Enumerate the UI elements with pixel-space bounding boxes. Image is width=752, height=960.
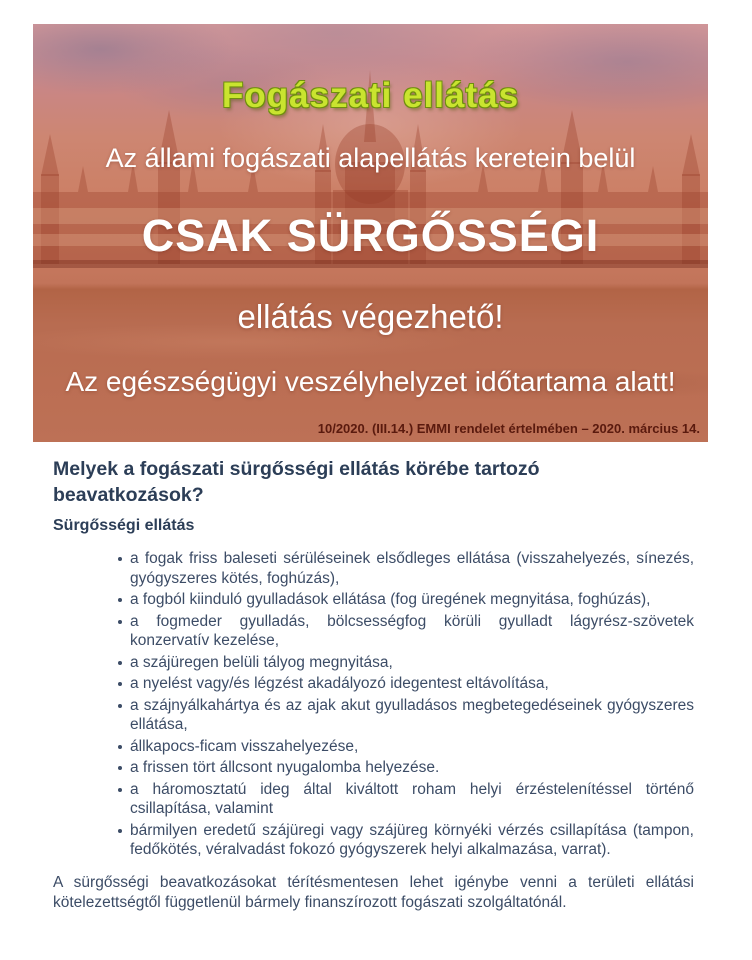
banner-subtitle: Az állami fogászati alapellátás keretein belül (105, 143, 636, 173)
list-item-text: bármilyen eredetű szájüregi vagy szájüreg környéki vérzés csillapítása (tampon, fedőkötés, véralvadást fokozó gyógyszerek helyi alkalmazása, varrat). (130, 821, 694, 858)
list-item (118, 780, 694, 819)
list-item (118, 549, 694, 588)
list-item-text: állkapocs-ficam visszahelyezése, (130, 737, 359, 755)
list-item (118, 696, 694, 735)
bullet-icon (118, 788, 122, 792)
list-item-text: a fogak friss baleseti sérüléseinek elsődleges ellátása (visszahelyezés, sínezés, gyógyszeres kötés, foghúzás), (130, 550, 694, 587)
list-item-text: a fogból kiinduló gyulladások ellátása (fog üregének megnyitása, foghúzás), (130, 591, 651, 608)
closing-paragraph: A sürgősségi beavatkozásokat térítésmentesen lehet igénybe venni a területi ellátási kötelezettségtől függetlenül bármely finanszírozott fogászati szolgáltatónál. (53, 873, 694, 911)
list-item (118, 674, 694, 694)
bullet-icon (118, 557, 122, 561)
banner-emphasis-text: CSAK SÜRGŐSSÉGI (141, 210, 600, 261)
bullet-list (118, 549, 694, 860)
bullet-icon (118, 766, 122, 770)
banner-title: Fogászati ellátás (221, 76, 520, 115)
list-item-text: a nyelést vagy/és légzést akadályozó idegentest eltávolítása, (130, 675, 549, 692)
list-item-text: a frissen tört állcsont nyugalomba helyezése. (130, 759, 440, 776)
list-item-text: a háromosztatú ideg által kiváltott roham helyi érzéstelenítéssel történő csillapítása, valamint (130, 780, 694, 817)
list-item-text: a fogmeder gyulladás, bölcsességfog körüli gyulladt lágyrész-szövetek konzervatív kezelése, (130, 612, 694, 649)
bullet-icon (118, 682, 122, 686)
list-item-text: a szájüregen belüli tályog megnyitása, (130, 653, 393, 671)
bullet-icon (118, 704, 122, 708)
list-item (118, 612, 694, 651)
list-item (118, 737, 694, 757)
banner-emphasis-tail-text: ellátás végezhető! (237, 298, 504, 335)
document-content (53, 442, 694, 913)
list-item (118, 758, 694, 778)
section-heading: Sürgősségi ellátás (53, 517, 195, 534)
bullet-icon (118, 745, 122, 749)
list-item-text: a szájnyálkahártya és az ajak akut gyulladásos megbetegedéseinek gyógyszeres ellátása, (130, 696, 694, 733)
banner-attribution: 10/2020. (III.14.) EMMI rendelet értelmében – 2020. március 14. (317, 421, 700, 436)
list-item (118, 821, 694, 860)
bullet-icon (118, 620, 122, 624)
bullet-icon (118, 829, 122, 833)
bullet-icon (118, 598, 122, 602)
bullet-icon (118, 661, 122, 665)
hero-banner (33, 24, 708, 442)
banner-duration-text: Az egészségügyi veszélyhelyzet időtartama alatt! (65, 366, 676, 397)
question-heading: Melyek a fogászati sürgősségi ellátás körébe tartozó beavatkozások? (53, 458, 540, 506)
list-item (118, 590, 694, 610)
list-item (118, 653, 694, 673)
